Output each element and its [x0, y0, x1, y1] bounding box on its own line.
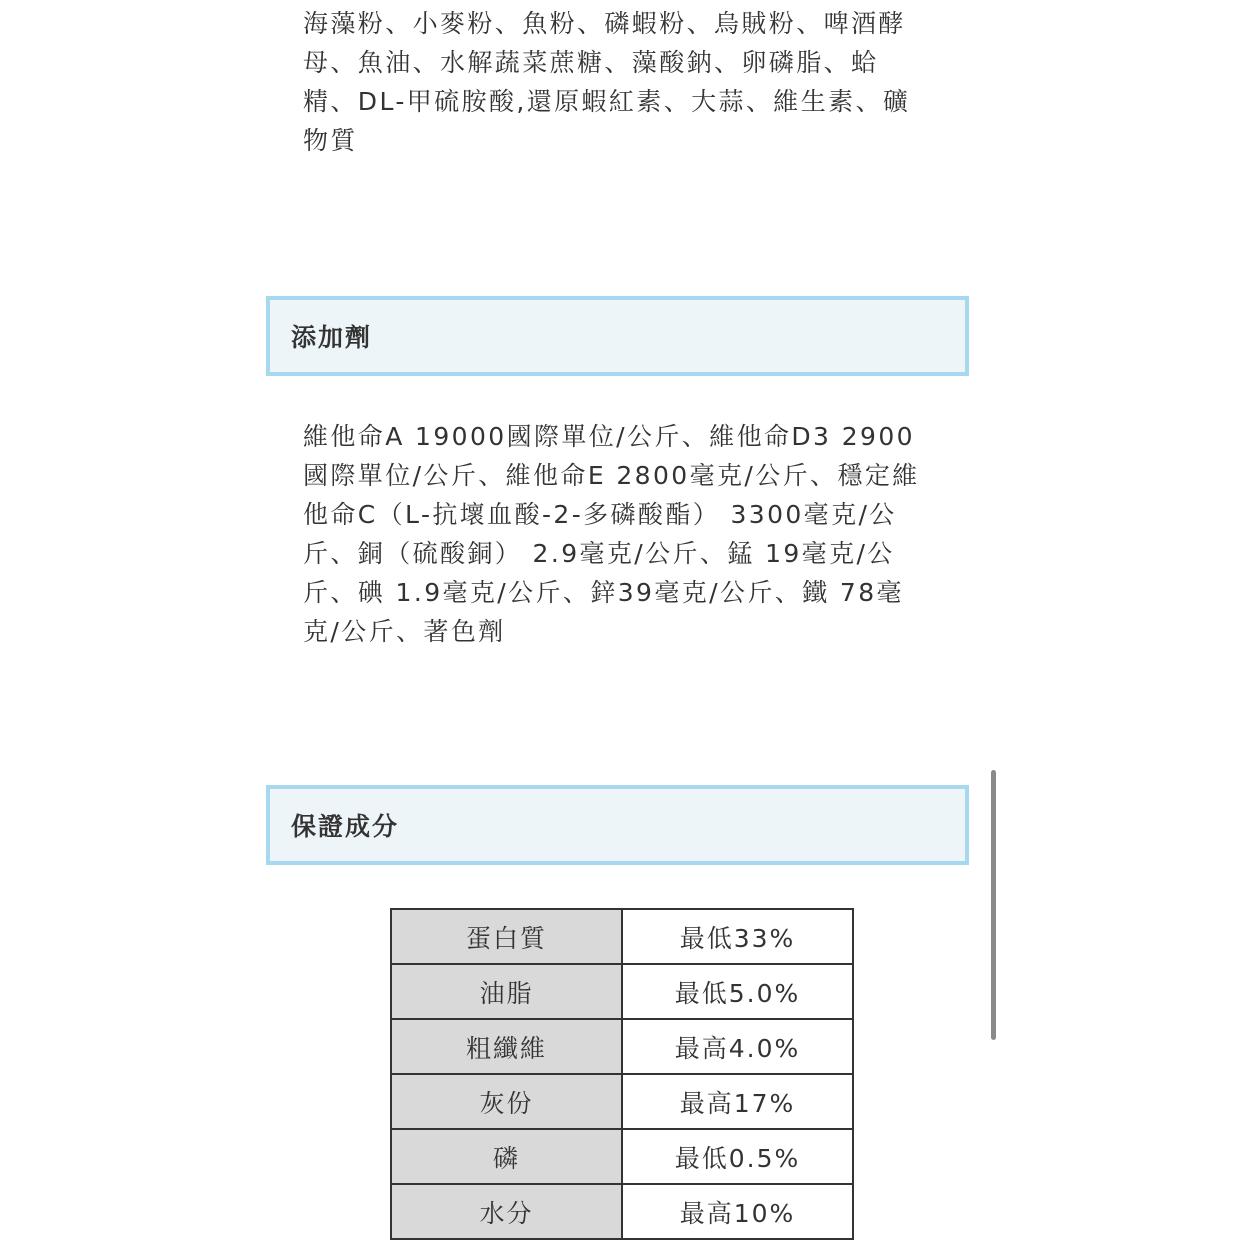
guaranteed-analysis-table	[390, 908, 854, 1240]
vertical-scrollbar[interactable]	[991, 770, 996, 1040]
table-row	[391, 1184, 853, 1239]
nutrient-value: 最高4.0%	[622, 1019, 853, 1074]
table-row	[391, 909, 853, 964]
nutrient-label: 磷	[391, 1129, 622, 1184]
nutrient-value: 最低5.0%	[622, 964, 853, 1019]
nutrient-value: 最低0.5%	[622, 1129, 853, 1184]
nutrient-value: 最高17%	[622, 1074, 853, 1129]
ingredients-paragraph: 海藻粉、小麥粉、魚粉、磷蝦粉、烏賊粉、啤酒酵 母、魚油、水解蔬菜蔗糖、藻酸鈉、卵磷脂、蛤 精、DL-甲硫胺酸,還原蝦紅素、大蒜、維生素、礦 物質	[303, 9, 911, 155]
guaranteed-analysis-heading: 保證成分	[291, 812, 400, 841]
nutrient-label: 油脂	[391, 964, 622, 1019]
additives-heading: 添加劑	[291, 323, 373, 352]
additives-section-header	[266, 296, 969, 376]
nutrient-label: 粗纖維	[391, 1019, 622, 1074]
nutrient-label: 灰份	[391, 1074, 622, 1129]
nutrient-label: 蛋白質	[391, 909, 622, 964]
nutrient-value: 最高10%	[622, 1184, 853, 1239]
table-row	[391, 1074, 853, 1129]
table-row	[391, 1129, 853, 1184]
nutrient-value: 最低33%	[622, 909, 853, 964]
guaranteed-analysis-section-header	[266, 785, 969, 865]
additives-paragraph: 維他命A 19000國際單位/公斤、維他命D3 2900 國際單位/公斤、維他命E 2800毫克/公斤、穩定維 他命C（L-抗壞血酸-2-多磷酸酯） 3300毫克/公 斤、銅（硫酸銅） 2.9毫克/公斤、錳 19毫克/公 斤、碘 1.9毫克/公斤、鋅39毫克/公斤、鐵 78毫 克/公斤、著色劑	[303, 422, 920, 646]
table-row	[391, 964, 853, 1019]
nutrient-label: 水分	[391, 1184, 622, 1239]
table-row	[391, 1019, 853, 1074]
